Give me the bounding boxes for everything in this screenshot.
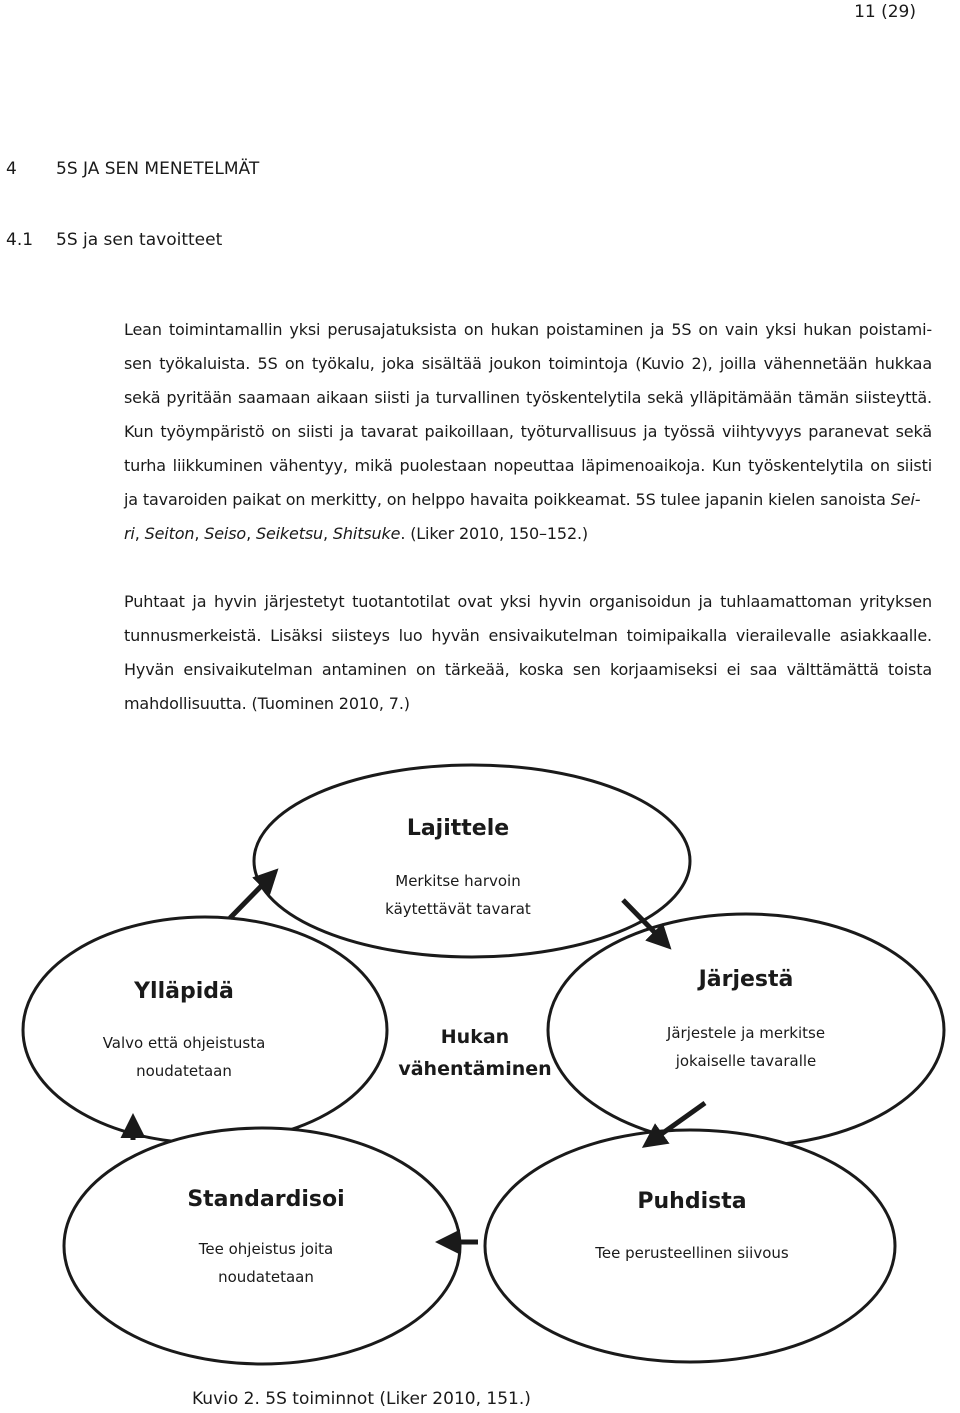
separator: , <box>246 524 256 543</box>
step-yllapida <box>23 917 387 1143</box>
lajittele-desc-1: Merkitse harvoin <box>395 872 521 890</box>
yllapida-title: Ylläpidä <box>134 979 234 1004</box>
term-seiri-end: ri <box>124 524 135 543</box>
lajittele-ellipse <box>254 765 690 957</box>
lajittele-desc-2: käytettävät tavarat <box>385 900 531 918</box>
paragraph-line: turha liikkuminen vähentyy, mikä puolestaan nopeuttaa läpimenoaikoja. Kun työskentelytila on siisti <box>124 456 932 475</box>
separator: , <box>323 524 333 543</box>
paragraph-line: mahdollisuutta. (Tuominen 2010, 7.) <box>124 694 410 713</box>
section-title: 5S ja sen tavoitteet <box>56 230 223 250</box>
paragraph-line: Lean toimintamallin yksi perusajatuksista on hukan poistaminen ja 5S on vain yksi hukan poistami- <box>124 320 932 339</box>
center-label <box>398 1026 551 1080</box>
jarjesta-desc-2: jokaiselle tavaralle <box>675 1052 817 1070</box>
jarjesta-title: Järjestä <box>698 967 794 992</box>
chapter-number: 4 <box>6 159 17 179</box>
citation: . (Liker 2010, 150–152.) <box>400 524 589 543</box>
paragraph-line <box>124 526 588 542</box>
paragraph-line: sen työkaluista. 5S on työkalu, joka sisältää joukon toimintoja (Kuvio 2), joilla vähennetään hukkaa <box>124 354 932 373</box>
line-text: ja tavaroiden paikat on merkitty, on helppo havaita poikkeamat. 5S tulee japanin kielen sanoista <box>124 490 891 509</box>
paragraph-line: sekä pyritään saamaan aikaan siisti ja turvallinen työskentelytila sekä ylläpitämään tämän siisteyttä. <box>124 388 932 407</box>
5s-cycle-diagram <box>0 760 960 1385</box>
jarjesta-desc-1: Järjestele ja merkitse <box>666 1024 826 1042</box>
paragraph-line: Hyvän ensivaikutelman antaminen on tärkeää, koska sen korjaamiseksi ei saa välttämättä toista <box>124 660 932 679</box>
step-standardisoi <box>64 1128 460 1364</box>
paragraph-line <box>124 492 920 508</box>
standardisoi-desc-2: noudatetaan <box>218 1268 314 1286</box>
figure-caption: Kuvio 2. 5S toiminnot (Liker 2010, 151.) <box>192 1389 531 1409</box>
puhdista-desc-1: Tee perusteellinen siivous <box>595 1244 789 1262</box>
paragraph-line: tunnusmerkeistä. Lisäksi siisteys luo hyvän ensivaikutelman toimipaikalla vierailevalle asiakkaalle. <box>124 626 932 645</box>
term-seiri-part: Sei- <box>890 490 921 509</box>
yllapida-desc-1: Valvo että ohjeistusta <box>102 1034 266 1052</box>
term-seiton: Seiton <box>144 524 195 543</box>
yllapida-desc-2: noudatetaan <box>136 1062 232 1080</box>
puhdista-title: Puhdista <box>637 1189 747 1214</box>
section-heading <box>6 230 222 250</box>
term-shitsuke: Shitsuke <box>332 524 401 543</box>
term-seiketsu: Seiketsu <box>255 524 324 543</box>
section-number: 4.1 <box>6 230 34 250</box>
standardisoi-desc-1: Tee ohjeistus joita <box>198 1240 334 1258</box>
paragraph-line: Puhtaat ja hyvin järjestetyt tuotantotilat ovat yksi hyvin organisoidun ja tuhlaamattoman yrityksen <box>124 592 932 611</box>
center-line-1: Hukan <box>440 1026 510 1048</box>
lajittele-title: Lajittele <box>406 816 510 841</box>
step-lajittele <box>254 765 690 957</box>
step-puhdista <box>485 1130 895 1362</box>
standardisoi-title: Standardisoi <box>187 1187 345 1212</box>
step-jarjesta <box>548 914 944 1146</box>
chapter-heading <box>6 159 259 179</box>
page-number: 11 (29) <box>854 2 916 22</box>
paragraph-line: Kun työympäristö on siisti ja tavarat paikoillaan, työturvallisuus ja työssä viihtyvyys paranevat sekä <box>124 422 932 441</box>
separator: , <box>134 524 145 543</box>
term-seiso: Seiso <box>204 524 247 543</box>
center-line-2: vähentäminen <box>398 1058 552 1080</box>
yllapida-ellipse <box>23 917 387 1143</box>
separator: , <box>194 524 205 543</box>
chapter-title: 5S JA SEN MENETELMÄT <box>56 159 260 179</box>
